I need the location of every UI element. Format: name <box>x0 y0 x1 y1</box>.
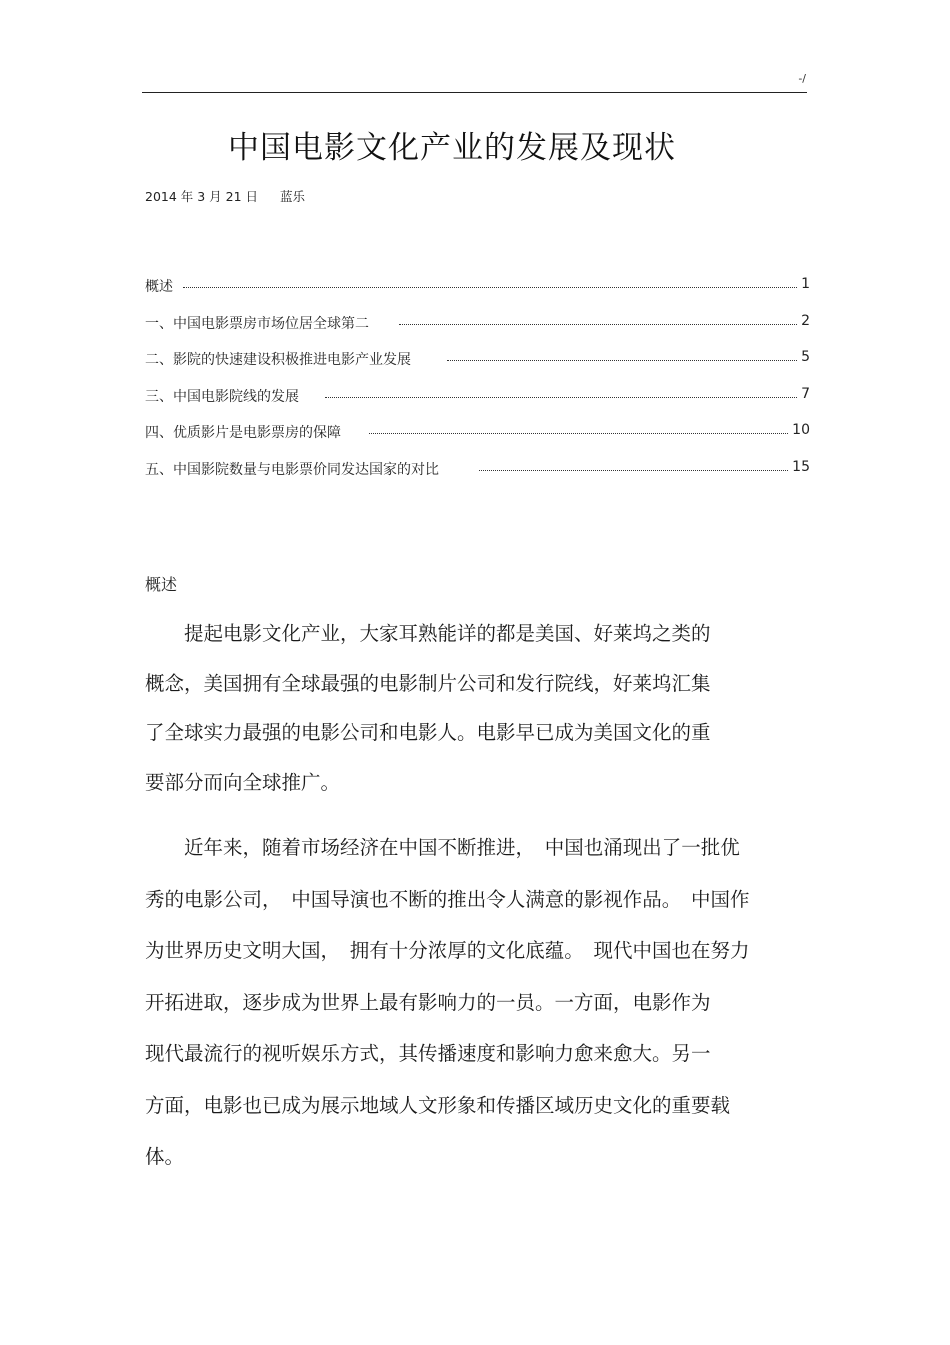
toc-entry-3[interactable] <box>145 386 810 423</box>
header-divider <box>142 92 807 93</box>
toc-entry-page: 7 <box>797 386 810 402</box>
paragraph-line: 体。 <box>145 1145 185 1168</box>
toc-entry-2[interactable] <box>145 349 810 386</box>
toc-leader-dots <box>325 383 797 398</box>
toc-entry-label: 三、中国电影院线的发展 <box>145 386 325 406</box>
paragraph-line: 概念，美国拥有全球最强的电影制片公司和发行院线，好莱坞汇集 <box>145 671 711 695</box>
toc-leader-dots <box>447 346 797 361</box>
toc-entry-5[interactable] <box>145 459 810 496</box>
paragraph-line: 开拓进取，逐步成为世界上最有影响力的一员。一方面，电影作为 <box>145 990 711 1014</box>
toc-entry-page: 2 <box>797 313 810 329</box>
document-date: 2014 年 3 月 21 日 <box>145 189 259 204</box>
paragraph-line: 提起电影文化产业，大家耳熟能详的都是美国、好莱坞之类的 <box>145 622 711 645</box>
toc-leader-dots <box>369 419 788 434</box>
paragraph-line: 了全球实力最强的电影公司和电影人。电影早已成为美国文化的重 <box>145 721 711 744</box>
toc-leader-dots <box>479 456 788 471</box>
toc-leader-dots <box>183 273 797 288</box>
toc-entry-page: 10 <box>788 422 810 438</box>
toc-entry-page: 5 <box>797 349 810 365</box>
toc-entry-1[interactable] <box>145 313 810 350</box>
page-header-mark: -/ <box>798 72 806 85</box>
document-meta <box>145 187 309 205</box>
toc-entry-page: 15 <box>788 459 810 475</box>
paragraph-line: 为世界历史文明大国， 拥有十分浓厚的文化底蕴。 现代中国也在努力 <box>145 939 750 962</box>
toc-entry-page: 1 <box>797 276 810 292</box>
paragraph-line: 秀的电影公司， 中国导演也不断的推出令人满意的影视作品。 中国作 <box>145 887 750 911</box>
document-title: 中国电影文化产业的发展及现状 <box>228 130 676 166</box>
paragraph-intro <box>145 624 711 822</box>
document-author: 蓝乐 <box>280 189 306 204</box>
toc-leader-dots <box>399 310 797 325</box>
paragraph-line: 现代最流行的视听娱乐方式，其传播速度和影响力愈来愈大。另一 <box>145 1042 711 1065</box>
toc-entry-label: 概述 <box>145 276 183 296</box>
toc-entry-overview[interactable] <box>145 276 810 313</box>
toc-entry-label: 四、优质影片是电影票房的保障 <box>145 422 369 442</box>
toc-entry-label: 五、中国影院数量与电影票价同发达国家的对比 <box>145 459 479 479</box>
paragraph-line: 方面，电影也已成为展示地域人文形象和传播区域历史文化的重要载 <box>145 1093 731 1117</box>
paragraph-recent-years <box>145 838 750 1199</box>
table-of-contents <box>145 276 810 496</box>
paragraph-line: 近年来，随着市场经济在中国不断推进， 中国也涌现出了一批优 <box>145 836 740 859</box>
toc-entry-4[interactable] <box>145 422 810 459</box>
section-heading-overview: 概述 <box>145 575 178 594</box>
toc-entry-label: 一、中国电影票房市场位居全球第二 <box>145 313 399 333</box>
paragraph-line: 要部分而向全球推广。 <box>145 770 341 794</box>
toc-entry-label: 二、影院的快速建设积极推进电影产业发展 <box>145 349 447 369</box>
